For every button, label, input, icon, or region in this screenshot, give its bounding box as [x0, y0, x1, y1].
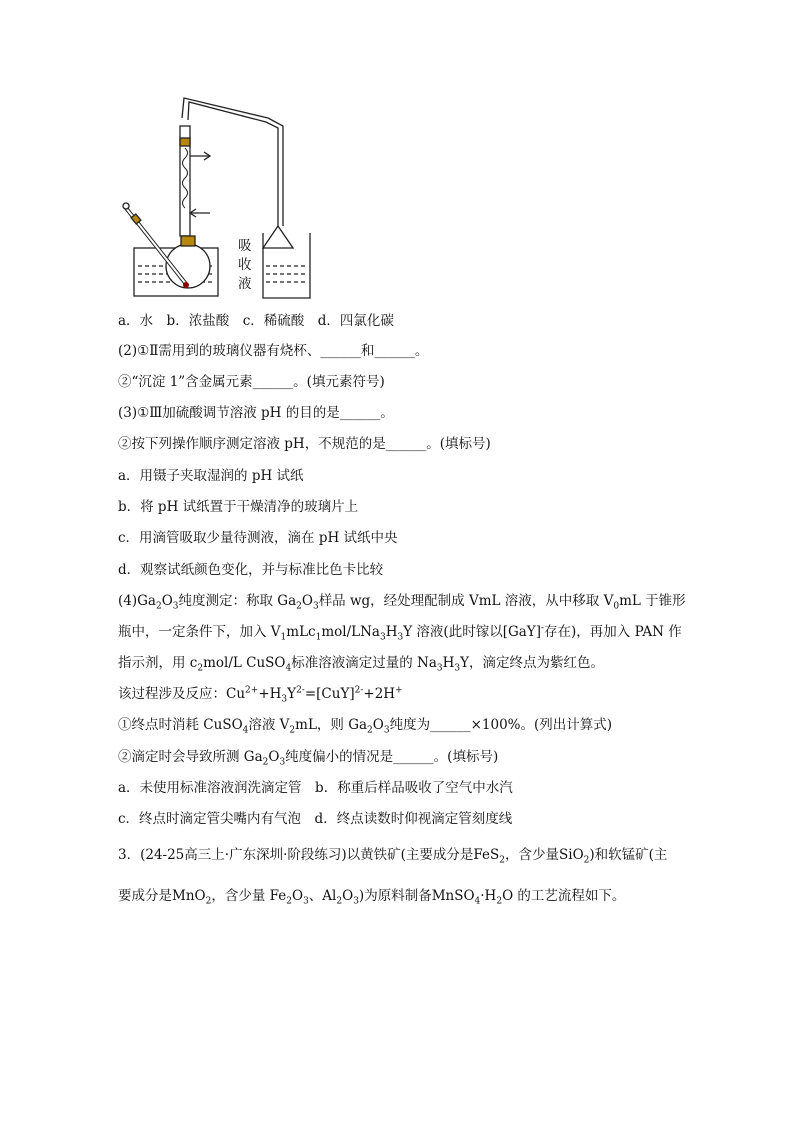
reaction-f3: Y: [287, 686, 297, 702]
q41-f5: 纯度为______×100%。(列出计算式): [389, 717, 613, 733]
sub: 2: [286, 896, 292, 907]
sub: 2: [499, 855, 505, 866]
q42-f3: 纯度偏小的情况是______。(填标号): [285, 749, 499, 765]
sub: 3: [279, 757, 286, 768]
q3c-f6: )为原料制备MnSO: [358, 888, 475, 904]
q4-f3: 纯度测定：称取 Ga: [178, 593, 297, 609]
sub: 2: [296, 601, 302, 612]
sub: 4: [474, 896, 481, 907]
sub: 3: [312, 601, 319, 612]
q4-l3-f2: mol/L CuSO: [203, 655, 286, 671]
sub: 3: [172, 601, 179, 612]
q4-f5: 样品 wg，经处理配制成 VmL 溶液，从中移取 V: [318, 593, 614, 609]
q4-f4: O: [301, 593, 313, 609]
question-2-1: (2)①Ⅱ需用到的玻璃仪器有烧杯、______和______。: [118, 343, 429, 359]
question-3-header-cont: [118, 887, 625, 905]
q3h-f3: )和软锰矿(主: [589, 847, 668, 863]
q42-f2: O: [268, 749, 280, 765]
reaction-f4: =[CuY]: [304, 686, 355, 702]
sub: 2: [205, 896, 212, 907]
sub: 2: [336, 896, 343, 907]
question-4-line-2: [118, 623, 682, 641]
q41-f1: ①终点时消耗 CuSO: [118, 717, 243, 733]
sub: 2: [197, 663, 204, 674]
sup: 2-: [296, 685, 305, 696]
sub: 3: [281, 694, 288, 705]
sub: 2: [262, 757, 269, 768]
reaction-f1: 该过程涉及反应：Cu: [118, 686, 246, 702]
sub: 3: [436, 663, 443, 674]
sup: 2+: [245, 685, 259, 696]
sub: 4: [285, 663, 292, 674]
sub: 1: [315, 632, 322, 643]
q3c-f8: O 的工艺流程如下。: [502, 888, 626, 904]
question-3-header: [118, 846, 667, 864]
reaction-f5: +2H: [363, 686, 396, 702]
sup: -: [540, 623, 545, 634]
option-c: c．用滴管吸取少量待测液，滴在 pH 试纸中央: [118, 530, 398, 546]
q4-f1: (4)Ga: [118, 593, 156, 609]
absorbent-label-3: 液: [238, 276, 252, 292]
q4-l2-f6: 存在)，再加入 PAN 作: [544, 624, 682, 640]
options-cd: c．终点时滴定管尖嘴内有气泡 d．终点读数时仰视滴定管刻度线: [118, 811, 513, 827]
question-4-2: [118, 748, 498, 766]
option-b: b．将 pH 试纸置于干燥清净的玻璃片上: [118, 499, 359, 515]
q42-f1: ②滴定时会导致所测 Ga: [118, 749, 263, 765]
q4-l3-f1: 指示剂，用 c: [118, 655, 198, 671]
sub: 3: [353, 896, 359, 907]
q4-l3-f4: H: [442, 655, 455, 671]
sub: 2: [583, 855, 590, 866]
sub: 2: [496, 896, 503, 907]
sub: 2: [367, 725, 373, 736]
reaction-equation: [118, 685, 403, 703]
q4-l2-f5: Y 溶液(此时镓以[GaY]: [403, 624, 541, 640]
q4-f2: O: [161, 593, 173, 609]
sup: 2-: [354, 685, 364, 696]
q4-l2-f2: mLc: [286, 624, 316, 640]
q4-f6: mL 于锥形: [619, 593, 686, 609]
q4-l2-f1: 瓶中，一定条件下，加入 V: [118, 624, 281, 640]
q4-l2-f4: H: [385, 624, 398, 640]
q4-l2-f3: mol/LNa: [321, 624, 380, 640]
question-3-1: (3)①Ⅲ加硫酸调节溶液 pH 的目的是______。: [118, 405, 394, 421]
question-4-line-1: [118, 592, 686, 610]
sub: 3: [397, 632, 404, 643]
q3h-f1: 3．(24-25高三上·广东深圳·阶段练习)以黄铁矿(主要成分是FeS: [118, 847, 500, 863]
options-ab: a．未使用标准溶液润洗滴定管 b．称重后样品吸收了空气中水汽: [118, 780, 513, 796]
q3c-f5: O: [342, 888, 354, 904]
q3c-f1: 要成分是MnO: [118, 888, 206, 904]
q3c-f3: O: [291, 888, 304, 904]
options-solvent: a．水 b．浓盐酸 c．稀硫酸 d．四氯化碳: [118, 313, 394, 329]
question-4-line-3: [118, 654, 604, 672]
absorbent-label-1: 吸: [238, 238, 252, 254]
q4-l3-f5: Y，滴定终点为紫红色。: [460, 655, 605, 671]
sub: 1: [280, 632, 287, 643]
sub: 3: [383, 725, 390, 736]
sub: 2: [289, 725, 296, 736]
q41-f3: mL，则 Ga: [295, 717, 368, 733]
absorbent-label-2: 收: [238, 257, 252, 273]
reaction-f2: +H: [258, 686, 282, 702]
q3c-f7: ·H: [480, 888, 497, 904]
sub: 4: [242, 725, 249, 736]
q3c-f2: ，含少量 Fe: [211, 888, 287, 904]
sub: 3: [379, 632, 386, 643]
sub: 3: [454, 663, 461, 674]
q3c-f4: 、Al: [308, 888, 337, 904]
option-a: a．用镊子夹取湿润的 pH 试纸: [118, 468, 304, 484]
question-3-2: ②按下列操作顺序测定溶液 pH，不规范的是______。(填标号): [118, 436, 491, 452]
q3h-f2: ，含少量SiO: [505, 847, 584, 863]
question-4-1: [118, 716, 612, 734]
sub: 2: [155, 601, 162, 612]
sub: 3: [303, 896, 309, 907]
option-d: d．观察试纸颜色变化，并与标准比色卡比较: [118, 562, 384, 578]
sub: 0: [613, 601, 620, 612]
apparatus-diagram: [118, 88, 318, 308]
sup: +: [395, 685, 403, 696]
q41-f2: 溶液 V: [248, 717, 290, 733]
question-2-2: ②“沉淀 1”含金属元素______。(填元素符号): [118, 374, 385, 390]
q41-f4: O: [372, 717, 384, 733]
q4-l3-f3: 标准溶液滴定过量的 Na: [291, 655, 437, 671]
